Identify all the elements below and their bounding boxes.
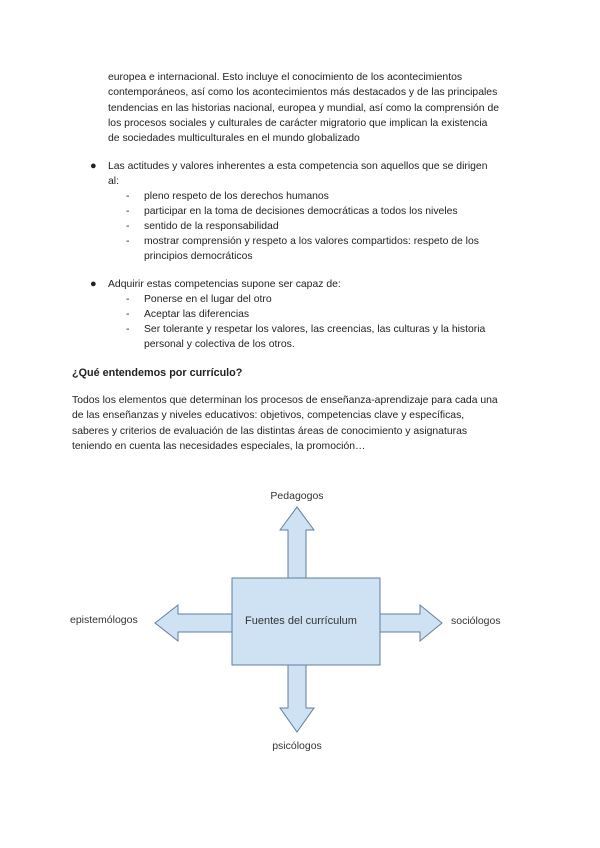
text-line: de sociedades multiculturales en el mundo globalizado xyxy=(108,133,360,145)
section-heading: ¿Qué entendemos por currículo? xyxy=(72,367,243,379)
bullet-dot: ● xyxy=(90,160,97,172)
text-line: de las enseñanzas y niveles educativos: objetivos, competencias clave y específicas, xyxy=(72,410,465,422)
text-line: Todos los elementos que determinan los procesos de enseñanza-aprendizaje para cada una xyxy=(72,395,498,406)
text-line: Las actitudes y valores inherentes a esta competencia son aquellos que se dirigen xyxy=(108,161,488,172)
diagram-right-label: sociólogos xyxy=(451,615,501,627)
text-line: teniendo en cuenta las necesidades especiales, la promoción… xyxy=(72,440,366,452)
diagram-left-label: epistemólogos xyxy=(70,614,138,626)
arrow-down-shape xyxy=(280,665,314,732)
text-line: europea e internacional. Esto incluye el conocimiento de los acontecimientos xyxy=(108,72,463,83)
arrow-up-shape xyxy=(280,507,314,578)
text-line: Adquirir estas competencias supone ser capaz de: xyxy=(108,279,341,290)
diagram-center-label: Fuentes del currículum xyxy=(245,615,357,627)
text-line: al: xyxy=(108,176,119,188)
arrow-right-shape xyxy=(380,605,442,641)
diagram-bottom-label: psicólogos xyxy=(272,740,322,752)
text-line: saberes y criterios de evaluación de las distintas áreas de conocimiento y asignaturas xyxy=(72,425,468,437)
bullet-dot: ● xyxy=(90,278,97,290)
diagram-top-label: Pedagogos xyxy=(270,490,324,502)
text-line: contemporáneos, así como los acontecimientos más destacados y de las principales xyxy=(108,87,498,99)
text-line: tendencias en las historias nacional, europea y mundial, así como la comprensión de xyxy=(108,102,500,114)
arrow-left-shape xyxy=(155,605,232,641)
text-line: los procesos sociales y culturales de carácter migratorio que implican la existencia xyxy=(108,117,488,129)
document-page: europea e internacional. Esto incluye el conocimiento de los acontecimientos contemporáneos, así como los acontecimientos más destacados y de las principales tendencias en las historias nacional, europea y mundial, así como la comprensión de los procesos sociales y culturales de carácter migratorio que implican la existencia de sociedades multiculturales en el mundo globalizado ● Las actitudes y valores inherentes a esta competencia son aquellos que se dirigen al: - pleno respeto de los derechos humanos - participar en la toma de decisiones democráticas a todos los niveles - sentido de la responsabilidad - mostrar comprensión y respeto a los valores compartidos: respeto de los principios democráticos ● Adquirir estas competencias supone ser capaz de: - Ponerse en el lugar del otro - Aceptar las diferencias - Ser tolerante y respetar los valores, las creencias, las culturas y la historia personal y colectiva de los otros. ¿Qué entendemos por currículo? Todos los elementos que determinan los procesos de enseñanza-aprendizaje para cada una de las enseñanzas y niveles educativos: objetivos, competencias clave y específicas, saberes y criterios de evaluación de las distintas áreas de conocimiento y asignaturas teniendo en cuenta las necesidades especiales, la promoción… Fuentes del currículum Pedagogos epistemólogos sociólogos psicólogos xyxy=(0,0,600,848)
